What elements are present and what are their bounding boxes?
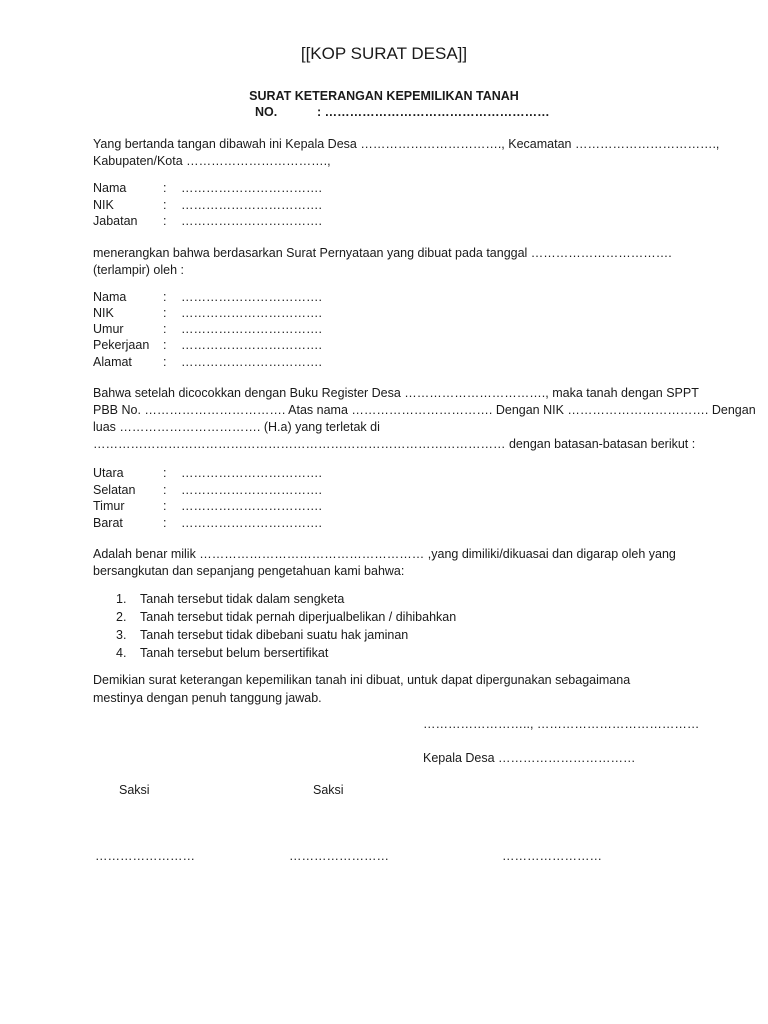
field-colon: : bbox=[163, 483, 167, 497]
list-item bbox=[116, 591, 456, 609]
statement-line: (terlampir) oleh : bbox=[93, 263, 184, 277]
signature-line: …………………… bbox=[95, 849, 195, 863]
signature-line: …………………… bbox=[502, 849, 602, 863]
closing-line: mestinya dengan penuh tanggung jawab. bbox=[93, 691, 322, 705]
number-value: : ……………………………………………… bbox=[317, 105, 550, 119]
conditions-list bbox=[116, 591, 456, 663]
field-label: Barat bbox=[93, 516, 123, 530]
field-label: NIK bbox=[93, 306, 114, 320]
field-label: Umur bbox=[93, 322, 124, 336]
signature-line: …………………… bbox=[289, 849, 389, 863]
list-item bbox=[116, 645, 456, 663]
number-label: NO. bbox=[255, 105, 278, 119]
field-label: Nama bbox=[93, 181, 127, 195]
field-colon: : bbox=[163, 355, 167, 369]
list-text: Tanah tersebut tidak dibebani suatu hak jaminan bbox=[140, 628, 409, 642]
saksi-label: Saksi bbox=[119, 783, 150, 797]
list-text: Tanah tersebut belum bersertifikat bbox=[140, 646, 329, 660]
list-number: 3. bbox=[116, 628, 127, 642]
field-value: ……………………………. bbox=[181, 483, 322, 497]
field-label: Jabatan bbox=[93, 214, 138, 228]
field-value: ……………………………. bbox=[181, 499, 322, 513]
field-colon: : bbox=[163, 466, 167, 480]
field-value: ……………………………. bbox=[181, 306, 322, 320]
closing-line: Demikian surat keterangan kepemilikan tanah ini dibuat, untuk dapat dipergunakan sebagaimana bbox=[93, 673, 631, 687]
field-colon: : bbox=[163, 322, 167, 336]
list-item bbox=[116, 609, 456, 627]
field-label: Alamat bbox=[93, 355, 132, 369]
list-number: 4. bbox=[116, 646, 127, 660]
register-line: PBB No. ……………………………. Atas nama ……………………………. Dengan NIK ……………………………. Dengan bbox=[93, 403, 756, 417]
document-title: SURAT KETERANGAN KEPEMILIKAN TANAH bbox=[249, 89, 519, 103]
saksi-label: Saksi bbox=[313, 783, 344, 797]
field-value: ……………………………. bbox=[181, 322, 322, 336]
field-value: ……………………………. bbox=[181, 355, 322, 369]
list-text: Tanah tersebut tidak pernah diperjualbelikan / dihibahkan bbox=[140, 610, 457, 624]
field-value: ……………………………. bbox=[181, 214, 322, 228]
field-value: ……………………………. bbox=[181, 181, 322, 195]
register-line: Bahwa setelah dicocokkan dengan Buku Register Desa ……………………………., maka tanah dengan SPPT bbox=[93, 386, 699, 400]
field-colon: : bbox=[163, 290, 167, 304]
field-colon: : bbox=[163, 338, 167, 352]
closing-paragraph bbox=[93, 671, 630, 707]
field-value: ……………………………. bbox=[181, 338, 322, 352]
intro-line: Yang bertanda tangan dibawah ini Kepala Desa ……………………………., Kecamatan ……………………………., bbox=[93, 137, 720, 151]
list-text: Tanah tersebut tidak dalam sengketa bbox=[140, 592, 345, 606]
field-label: Utara bbox=[93, 466, 124, 480]
field-label: Timur bbox=[93, 499, 125, 513]
intro-paragraph bbox=[93, 136, 719, 170]
statement-paragraph bbox=[93, 245, 672, 279]
field-colon: : bbox=[163, 516, 167, 530]
place-date: …………………….., ………………………………… bbox=[423, 717, 700, 731]
field-colon: : bbox=[163, 499, 167, 513]
list-number: 2. bbox=[116, 610, 127, 624]
document-number bbox=[255, 105, 550, 119]
register-paragraph bbox=[93, 385, 756, 453]
list-item bbox=[116, 627, 456, 645]
kepala-desa-signature: Kepala Desa …………………………… bbox=[423, 751, 636, 765]
ownership-line: Adalah benar milik ……………………………………………… ,yang dimiliki/dikuasai dan digarap oleh yang bbox=[93, 547, 676, 561]
field-label: Selatan bbox=[93, 483, 136, 497]
kop-surat: [[KOP SURAT DESA]] bbox=[300, 44, 468, 63]
field-value: ……………………………. bbox=[181, 516, 322, 530]
field-colon: : bbox=[163, 214, 167, 228]
field-value: ……………………………. bbox=[181, 290, 322, 304]
register-line: ……………………………………………………………………………………… dengan batasan-batasan berikut : bbox=[93, 437, 696, 451]
field-label: Nama bbox=[93, 290, 127, 304]
field-colon: : bbox=[163, 306, 167, 320]
list-number: 1. bbox=[116, 592, 127, 606]
field-value: ……………………………. bbox=[181, 466, 322, 480]
field-label: NIK bbox=[93, 198, 114, 212]
intro-line: Kabupaten/Kota ……………………………., bbox=[93, 154, 331, 168]
field-colon: : bbox=[163, 181, 167, 195]
field-colon: : bbox=[163, 198, 167, 212]
field-label: Pekerjaan bbox=[93, 338, 150, 352]
statement-line: menerangkan bahwa berdasarkan Surat Pernyataan yang dibuat pada tanggal ……………………………. bbox=[93, 246, 672, 260]
register-line: luas ……………………………. (H.a) yang terletak di bbox=[93, 420, 380, 434]
field-value: ……………………………. bbox=[181, 198, 322, 212]
ownership-paragraph bbox=[93, 546, 676, 580]
ownership-line: bersangkutan dan sepanjang pengetahuan kami bahwa: bbox=[93, 564, 405, 578]
